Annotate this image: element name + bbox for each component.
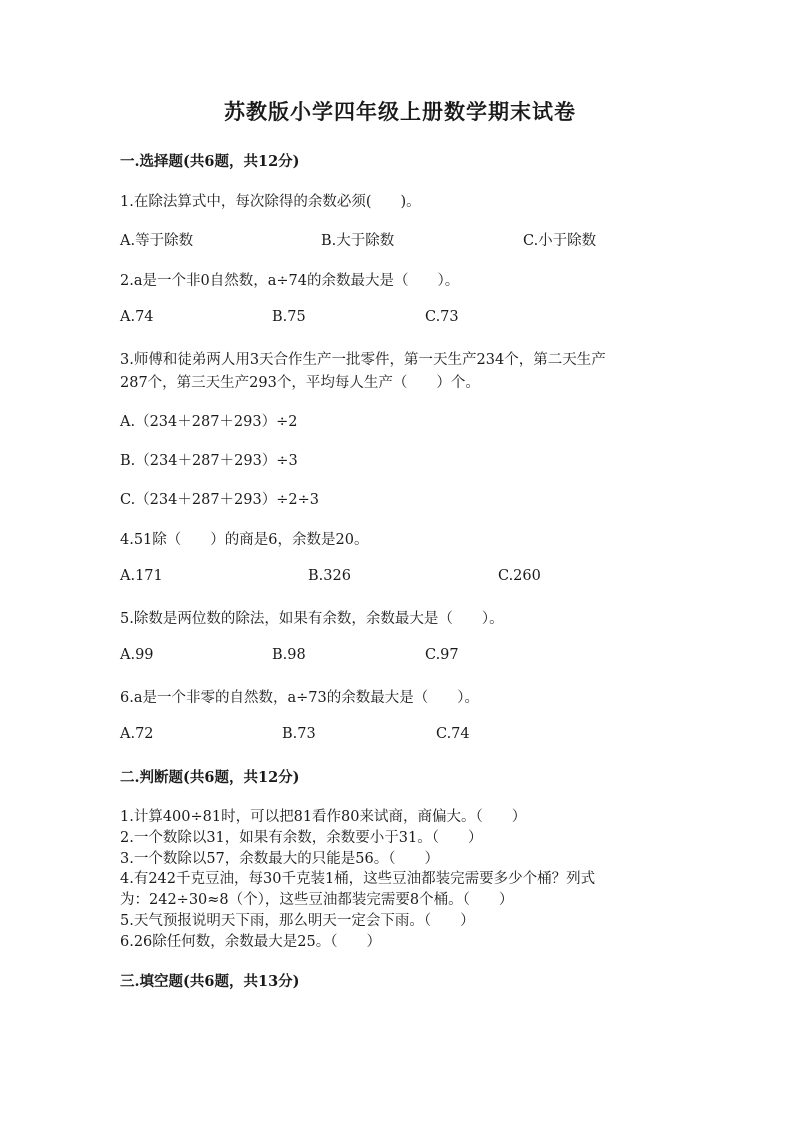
question-3-line-1: 3.师傅和徒弟两人用3天合作生产一批零件，第一天生产234个，第二天生产 [120,352,606,368]
q1-option-b: B.大于除数 [321,233,395,249]
judgment-1: 1.计算400÷81时，可以把81看作80来试商，商偏大。（ ） [120,809,527,825]
q1-option-c: C.小于除数 [523,233,597,249]
q4-option-a: A.171 [120,568,163,584]
judgment-6: 6.26除任何数，余数最大是25。（ ） [120,934,381,950]
q3-option-b: B.（234＋287＋293）÷3 [120,453,298,469]
q3-option-c: C.（234＋287＋293）÷2÷3 [120,492,319,508]
q2-option-b: B.75 [272,309,306,325]
section-heading-judgment: 二.判断题(共6题，共12分) [120,769,300,786]
section-heading-choice: 一.选择题(共6题，共12分) [120,153,300,170]
q6-option-b: B.73 [282,726,316,742]
section-heading-fill-blank: 三.填空题(共6题，共13分) [120,973,300,990]
question-3-line-2: 287个，第三天生产293个，平均每人生产（ ）个。 [120,375,480,391]
question-4: 4.51除（ ）的商是6，余数是20。 [120,532,369,548]
q5-option-a: A.99 [120,647,154,663]
q2-option-a: A.74 [120,309,154,325]
judgment-3: 3.一个数除以57，余数最大的只能是56。（ ） [120,851,439,867]
page-title: 苏教版小学四年级上册数学期末试卷 [224,99,576,124]
q6-option-c: C.74 [436,726,470,742]
q1-option-a: A.等于除数 [120,233,194,249]
question-1: 1.在除法算式中，每次除得的余数必须( )。 [120,194,421,210]
question-5: 5.除数是两位数的除法，如果有余数，余数最大是（ ）。 [120,611,504,627]
q5-option-b: B.98 [272,647,306,663]
judgment-4-line-2: 为：242÷30≈8（个），这些豆油都装完需要8个桶。（ ） [120,892,514,908]
q3-option-a: A.（234＋287＋293）÷2 [120,414,298,430]
q4-option-b: B.326 [308,568,351,584]
q6-option-a: A.72 [120,726,154,742]
question-6: 6.a是一个非零的自然数，a÷73的余数最大是（ ）。 [120,690,479,706]
q2-option-c: C.73 [425,309,459,325]
judgment-5: 5.天气预报说明天下雨，那么明天一定会下雨。（ ） [120,913,475,929]
judgment-4-line-1: 4.有242千克豆油，每30千克装1桶，这些豆油都装完需要多少个桶？列式 [120,871,596,887]
q5-option-c: C.97 [425,647,459,663]
judgment-2: 2.一个数除以31，如果有余数，余数要小于31。（ ） [120,830,483,846]
question-2: 2.a是一个非0自然数，a÷74的余数最大是（ ）。 [120,273,460,289]
q4-option-c: C.260 [498,568,541,584]
